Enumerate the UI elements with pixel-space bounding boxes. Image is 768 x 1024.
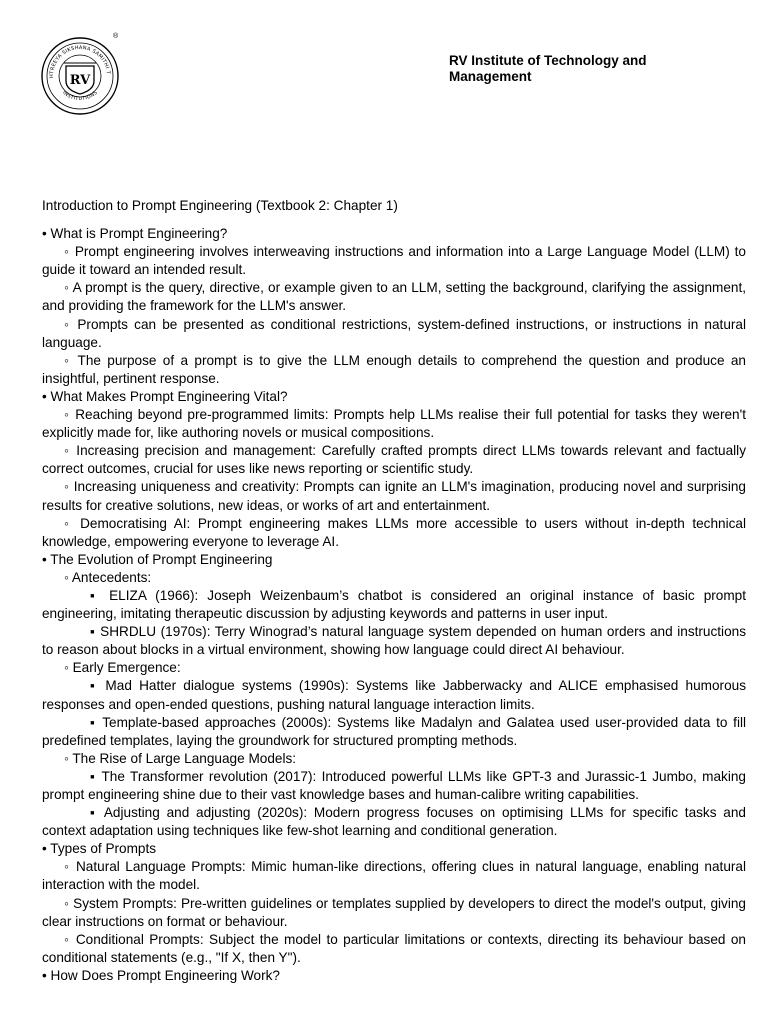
document-title: Introduction to Prompt Engineering (Textbook 2: Chapter 1) xyxy=(42,198,398,213)
logo-ring-text-top: HTREEYA SIKSHANA SAMITHI T xyxy=(48,44,111,79)
section-heading: • How Does Prompt Engineering Work? xyxy=(42,967,280,983)
bullet-item: ◦ Reaching beyond pre-programmed limits: Prompts help LLMs realise their full potential for tasks they weren't explicitly made for, like authoring novels or musical compositions. xyxy=(42,407,746,441)
sub-bullet-item: ▪ The Transformer revolution (2017): Introduced powerful LLMs like GPT-3 and Jurassic-1 Jumbo, making prompt engineering shine due to their vast knowledge bases and human-calibre writing capabilities. xyxy=(42,768,746,802)
section-heading: • What Makes Prompt Engineering Vital? xyxy=(42,388,288,404)
sub-bullet-item: ▪ Mad Hatter dialogue systems (1990s): Systems like Jabberwacky and ALICE emphasised humorous responses and open-ended questions, pushing natural language interaction limits. xyxy=(42,678,746,712)
bullet-item: ◦ Democratising AI: Prompt engineering makes LLMs more accessible to users without in-depth technical knowledge, empowering everyone to leverage AI. xyxy=(42,515,746,549)
bullet-item: ◦ Prompts can be presented as conditional restrictions, system-defined instructions, or instructions in natural language. xyxy=(42,316,746,350)
sub-bullet-item: ▪ SHRDLU (1970s): Terry Winograd’s natural language system depended on human orders and instructions to reason about blocks in a virtual environment, showing how language could direct AI behaviour. xyxy=(42,624,746,658)
logo-ring-text-bottom: INSTITUTIONS xyxy=(61,89,99,103)
bullet-item: ◦ Prompt engineering involves interweaving instructions and information into a Large Language Model (LLM) to guide it toward an intended result. xyxy=(42,244,746,278)
institution-logo xyxy=(40,36,120,116)
section-heading: • Types of Prompts xyxy=(42,841,157,857)
bullet-item: ◦ The purpose of a prompt is to give the LLM enough details to comprehend the question and produce an insightful, pertinent response. xyxy=(42,352,746,386)
bullet-item: ◦ Conditional Prompts: Subject the model to particular limitations or contexts, directing its behaviour based on conditional statements (e.g., "If X, then Y"). xyxy=(42,931,746,965)
bullet-item: ◦ Increasing precision and management: Carefully crafted prompts direct LLMs towards relevant and factually correct outcomes, crucial for uses like news reporting or scientific study. xyxy=(42,443,746,477)
svg-text:INSTITUTIONS xyxy=(61,90,99,102)
bullet-item: ◦ System Prompts: Pre-written guidelines or templates supplied by developers to direct the model's output, giving clear instructions on format or behaviour. xyxy=(42,895,746,929)
bullet-item: ◦ The Rise of Large Language Models: xyxy=(64,750,297,766)
section-heading: • What is Prompt Engineering? xyxy=(42,226,228,242)
section-heading: • The Evolution of Prompt Engineering xyxy=(42,551,273,567)
logo-monogram: RV xyxy=(69,73,91,88)
sub-bullet-item: ▪ Template-based approaches (2000s): Systems like Madalyn and Galatea used user-provided data to fill predefined templates, laying the groundwork for structured prompting methods. xyxy=(42,714,746,748)
bullet-item: ◦ A prompt is the query, directive, or example given to an LLM, setting the background, clarifying the assignment, and providing the framework for the LLM's answer. xyxy=(42,280,746,314)
document-body xyxy=(42,197,746,985)
bullet-item: ◦ Antecedents: xyxy=(64,569,152,585)
bullet-item: ◦ Early Emergence: xyxy=(64,660,181,676)
paragraph-list xyxy=(42,225,746,985)
registered-mark: ® xyxy=(113,33,119,40)
sub-bullet-item: ▪ Adjusting and adjusting (2020s): Modern progress focuses on optimising LLMs for specific tasks and context adaptation using techniques like few-shot learning and conditional generation. xyxy=(42,805,746,839)
institution-name: RV Institute of Technology and Management xyxy=(449,53,647,84)
bullet-item: ◦ Natural Language Prompts: Mimic human-like directions, offering clues in natural language, enabling natural interaction with the model. xyxy=(42,859,746,893)
bullet-item: ◦ Increasing uniqueness and creativity: Prompts can ignite an LLM's imagination, producing novel and surprising results for creative solutions, new ideas, or works of art and entertainment. xyxy=(42,479,746,513)
sub-bullet-item: ▪ ELIZA (1966): Joseph Weizenbaum’s chatbot is considered an original instance of basic prompt engineering, imitating therapeutic discussion by adjusting keywords and patterns in user input. xyxy=(42,587,746,622)
